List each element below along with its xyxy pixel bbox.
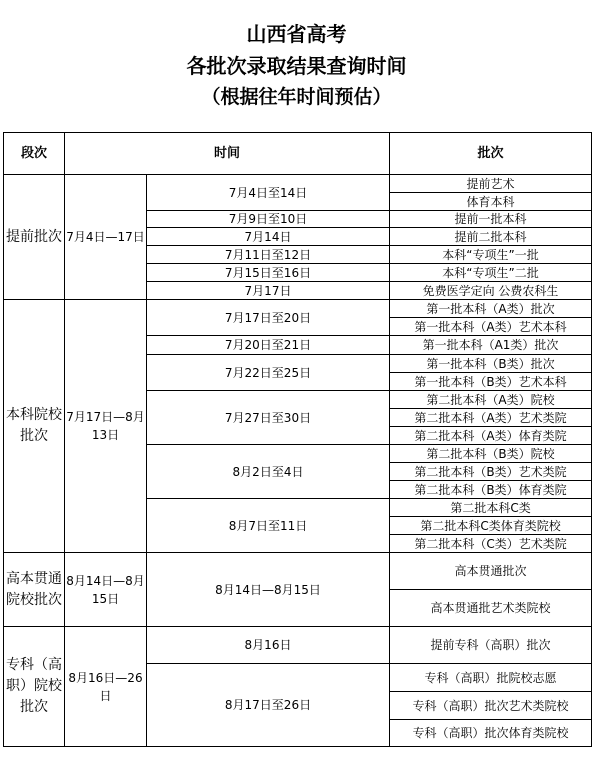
batch-cell: 第二批本科（B类）院校 — [390, 445, 592, 463]
segment-cell: 专科（高职）院校批次 — [4, 627, 65, 747]
table-row — [4, 175, 592, 193]
date-cell: 7月11日至12日 — [147, 246, 390, 264]
batch-cell: 第一批本科（A类）艺术本科 — [390, 318, 592, 336]
batch-cell: 提前二批本科 — [390, 228, 592, 246]
batch-cell: 第二批本科（A类）体育类院 — [390, 427, 592, 445]
batch-cell: 第一批本科（B类）艺术本科 — [390, 373, 592, 391]
batch-cell: 第二批本科（C类）艺术类院 — [390, 535, 592, 553]
document-title — [0, 0, 593, 131]
date-cell: 8月2日至4日 — [147, 445, 390, 499]
date-cell: 7月17日至20日 — [147, 300, 390, 336]
batch-cell: 第二批本科（A类）院校 — [390, 391, 592, 409]
header-time: 时间 — [65, 133, 390, 175]
batch-cell: 体育本科 — [390, 193, 592, 211]
date-cell: 8月7日至11日 — [147, 499, 390, 553]
batch-cell: 提前一批本科 — [390, 211, 592, 228]
batch-cell: 本科“专项生”一批 — [390, 246, 592, 264]
date-cell: 7月27日至30日 — [147, 391, 390, 445]
table-row — [4, 627, 592, 664]
table-row — [4, 553, 592, 590]
batch-cell: 第二批本科C类体育类院校 — [390, 517, 592, 535]
segment-span-cell: 7月17日—8月13日 — [65, 300, 147, 553]
title-line-1: 山西省高考 — [246, 22, 347, 46]
header-batch: 批次 — [390, 133, 592, 175]
batch-cell: 本科“专项生”二批 — [390, 264, 592, 282]
schedule-table — [3, 132, 592, 747]
batch-cell: 第一批本科（A类）批次 — [390, 300, 592, 318]
segment-cell: 提前批次 — [4, 175, 65, 300]
date-cell: 7月22日至25日 — [147, 355, 390, 391]
batch-cell: 高本贯通批次 — [390, 553, 592, 590]
batch-cell: 第二批本科（B类）体育类院 — [390, 481, 592, 499]
date-cell: 7月14日 — [147, 228, 390, 246]
date-cell: 7月17日 — [147, 282, 390, 300]
batch-cell: 提前专科（高职）批次 — [390, 627, 592, 664]
batch-cell: 第二批本科（A类）艺术类院 — [390, 409, 592, 427]
batch-cell: 第二批本科C类 — [390, 499, 592, 517]
date-cell: 8月16日 — [147, 627, 390, 664]
segment-cell: 高本贯通院校批次 — [4, 553, 65, 627]
batch-cell: 第一批本科（B类）批次 — [390, 355, 592, 373]
batch-cell: 高本贯通批艺术类院校 — [390, 590, 592, 627]
title-line-3: （根据往年时间预估） — [201, 86, 392, 108]
date-cell: 7月4日至14日 — [147, 175, 390, 211]
segment-span-cell: 8月16日—26日 — [65, 627, 147, 747]
date-cell: 8月14日—8月15日 — [147, 553, 390, 627]
header-segment: 段次 — [4, 133, 65, 175]
batch-cell: 提前艺术 — [390, 175, 592, 193]
batch-cell: 专科（高职）批院校志愿 — [390, 664, 592, 692]
title-line-2: 各批次录取结果查询时间 — [186, 54, 407, 78]
segment-cell: 本科院校批次 — [4, 300, 65, 553]
table-row — [4, 300, 592, 318]
date-cell: 7月15日至16日 — [147, 264, 390, 282]
date-cell: 8月17日至26日 — [147, 664, 390, 747]
header-row — [4, 133, 592, 175]
batch-cell: 专科（高职）批次艺术类院校 — [390, 692, 592, 720]
date-cell: 7月20日至21日 — [147, 336, 390, 355]
batch-cell: 免费医学定向 公费农科生 — [390, 282, 592, 300]
batch-cell: 专科（高职）批次体育类院校 — [390, 720, 592, 747]
segment-span-cell: 7月4日—17日 — [65, 175, 147, 300]
segment-span-cell: 8月14日—8月15日 — [65, 553, 147, 627]
batch-cell: 第二批本科（B类）艺术类院 — [390, 463, 592, 481]
batch-cell: 第一批本科（A1类）批次 — [390, 336, 592, 355]
date-cell: 7月9日至10日 — [147, 211, 390, 228]
